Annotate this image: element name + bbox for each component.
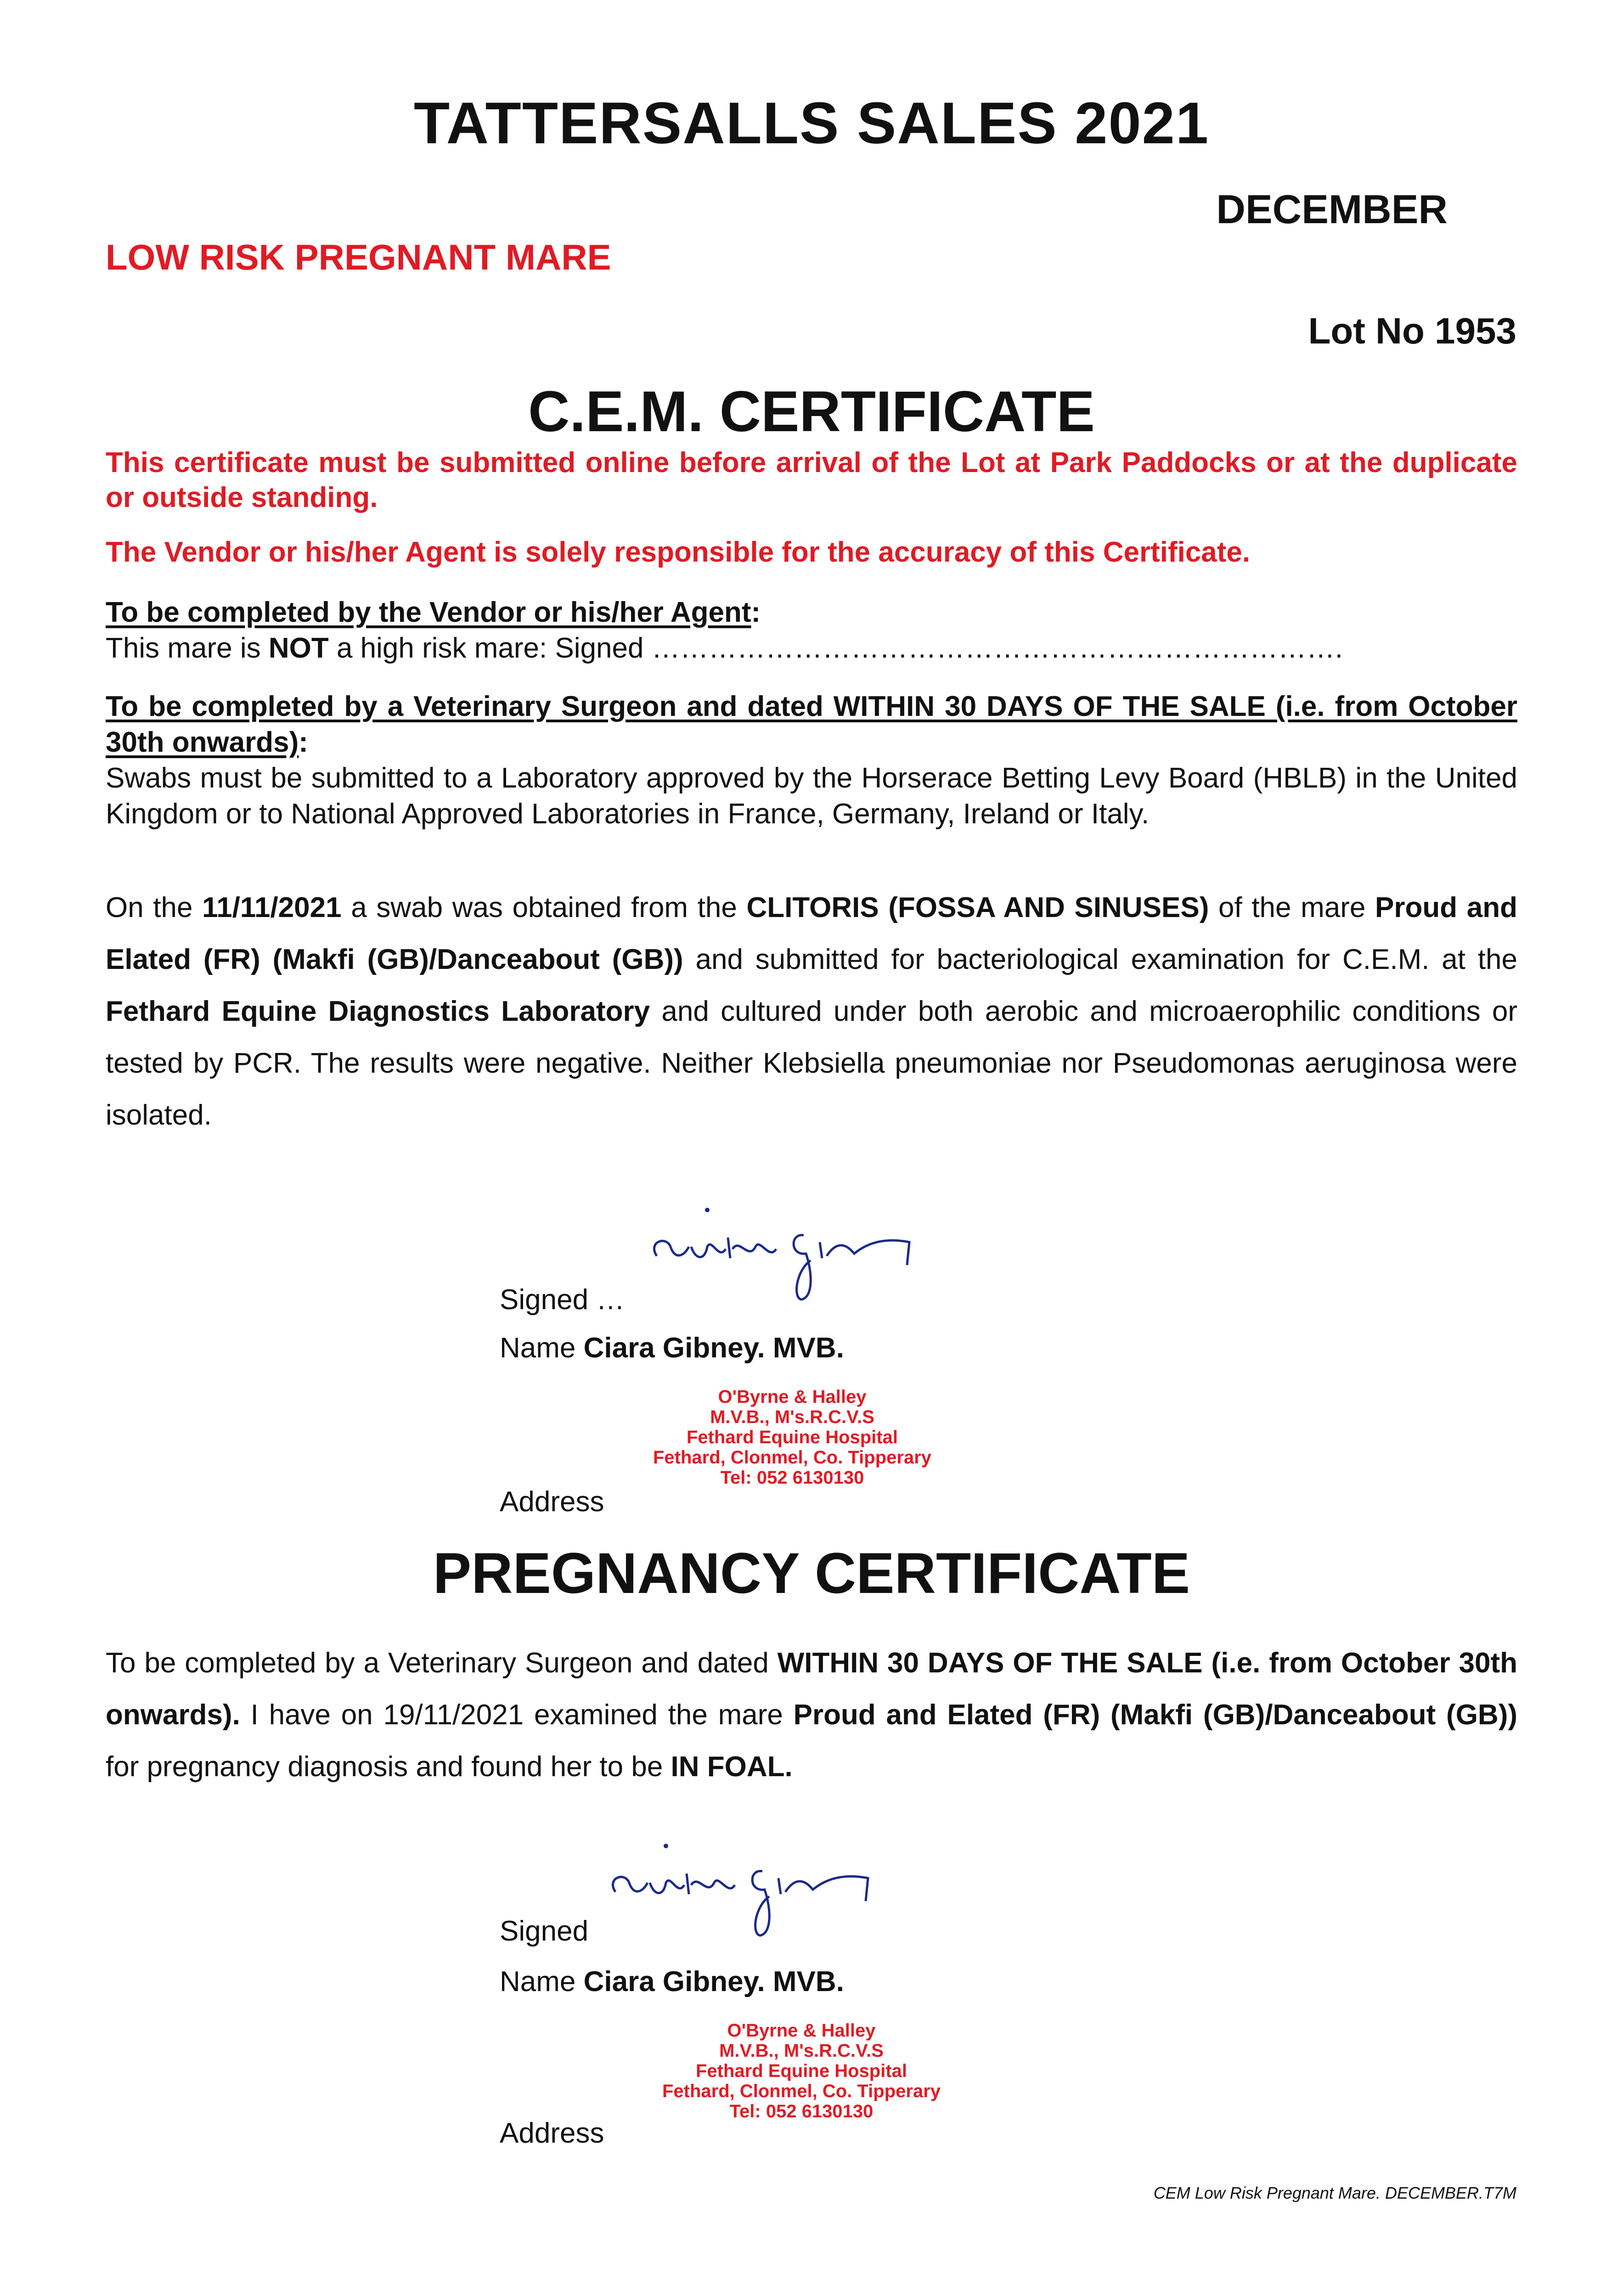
- page-title: TATTERSALLS SALES 2021: [414, 90, 1209, 156]
- pregnancy-signed-label: Signed: [500, 1915, 589, 1947]
- vendor-declaration: This mare is NOT a high risk mare: Signed ……………………………………………………………….: [106, 632, 1343, 664]
- swab-instructions: Swabs must be submitted to a Laboratory approved by the Horserace Betting Levy Board (HBLB) in the United Kingdom or to National Approved Laboratories in France, Germany, Ireland or Italy.: [106, 762, 1517, 830]
- practice-stamp: O'Byrne & Halley M.V.B., M's.R.C.V.S Fethard Equine Hospital Fethard, Clonmel, Co. Tipperary Tel: 052 6130130: [662, 2020, 941, 2122]
- pregnancy-name-line: Name Ciara Gibney. MVB.: [500, 1966, 844, 1998]
- vendor-section: To be completed by the Vendor or his/her Agent: This mare is NOT a high risk mare: Signed ……………………………………………………………….: [106, 595, 1517, 666]
- practice-stamp: O'Byrne & Halley M.V.B., M's.R.C.V.S Fethard Equine Hospital Fethard, Clonmel, Co. Tipperary Tel: 052 6130130: [653, 1387, 932, 1488]
- vet-section: To be completed by a Veterinary Surgeon and dated WITHIN 30 DAYS OF THE SALE (i.e. from October 30th onwards): Swabs must be submitted to a Laboratory approved by the Horserace Betting Levy Board (HBLB) in the United Kingdom or to National Approved Laboratories in France, Germany, Ireland or Italy.: [106, 689, 1517, 832]
- category-label: LOW RISK PREGNANT MARE: [106, 237, 611, 277]
- pregnancy-address-label: Address: [500, 2117, 604, 2149]
- cem-heading: C.E.M. CERTIFICATE: [528, 380, 1095, 444]
- document-footer: CEM Low Risk Pregnant Mare. DECEMBER.T7M: [1153, 2183, 1516, 2202]
- lot-number: Lot No 1953: [1308, 310, 1516, 351]
- vendor-heading: To be completed by the Vendor or his/her Agent: [106, 597, 751, 628]
- vet-heading: To be completed by a Veterinary Surgeon and dated WITHIN 30 DAYS OF THE SALE (i.e. from October 30th onwards): [106, 691, 1517, 758]
- cem-signed-label: Signed …: [500, 1284, 625, 1316]
- responsibility-notice: The Vendor or his/her Agent is solely responsible for the accuracy of this Certificate.: [106, 536, 1251, 568]
- submission-notice: This certificate must be submitted online before arrival of the Lot at Park Paddocks or at the duplicate or outside standing.: [106, 447, 1517, 513]
- cem-name-line: Name Ciara Gibney. MVB.: [500, 1332, 844, 1364]
- sale-month: DECEMBER: [1216, 186, 1448, 232]
- pregnancy-heading: PREGNANCY CERTIFICATE: [433, 1542, 1190, 1605]
- signature-image: [638, 1192, 923, 1306]
- cem-address-label: Address: [500, 1486, 604, 1518]
- cem-result-paragraph: On the 11/11/2021 a swab was obtained from the CLITORIS (FOSSA AND SINUSES) of the mare Proud and Elated (FR) (Makfi (GB)/Danceabout (GB)) and submitted for bacteriological examination for C.E.M. at the Fethard Equine Diagnostics Laboratory and cultured under both aerobic and microaerophilic conditions or tested by PCR. The results were negative. Neither Klebsiella pneumoniae nor Pseudomonas aeruginosa were isolated.: [106, 892, 1518, 1131]
- pregnancy-paragraph: To be completed by a Veterinary Surgeon and dated WITHIN 30 DAYS OF THE SALE (i.e. from October 30th onwards). I have on 19/11/2021 examined the mare Proud and Elated (FR) (Makfi (GB)/Danceabout (GB)) for pregnancy diagnosis and found her to be IN FOAL.: [106, 1647, 1517, 1783]
- signature-image: [597, 1828, 882, 1942]
